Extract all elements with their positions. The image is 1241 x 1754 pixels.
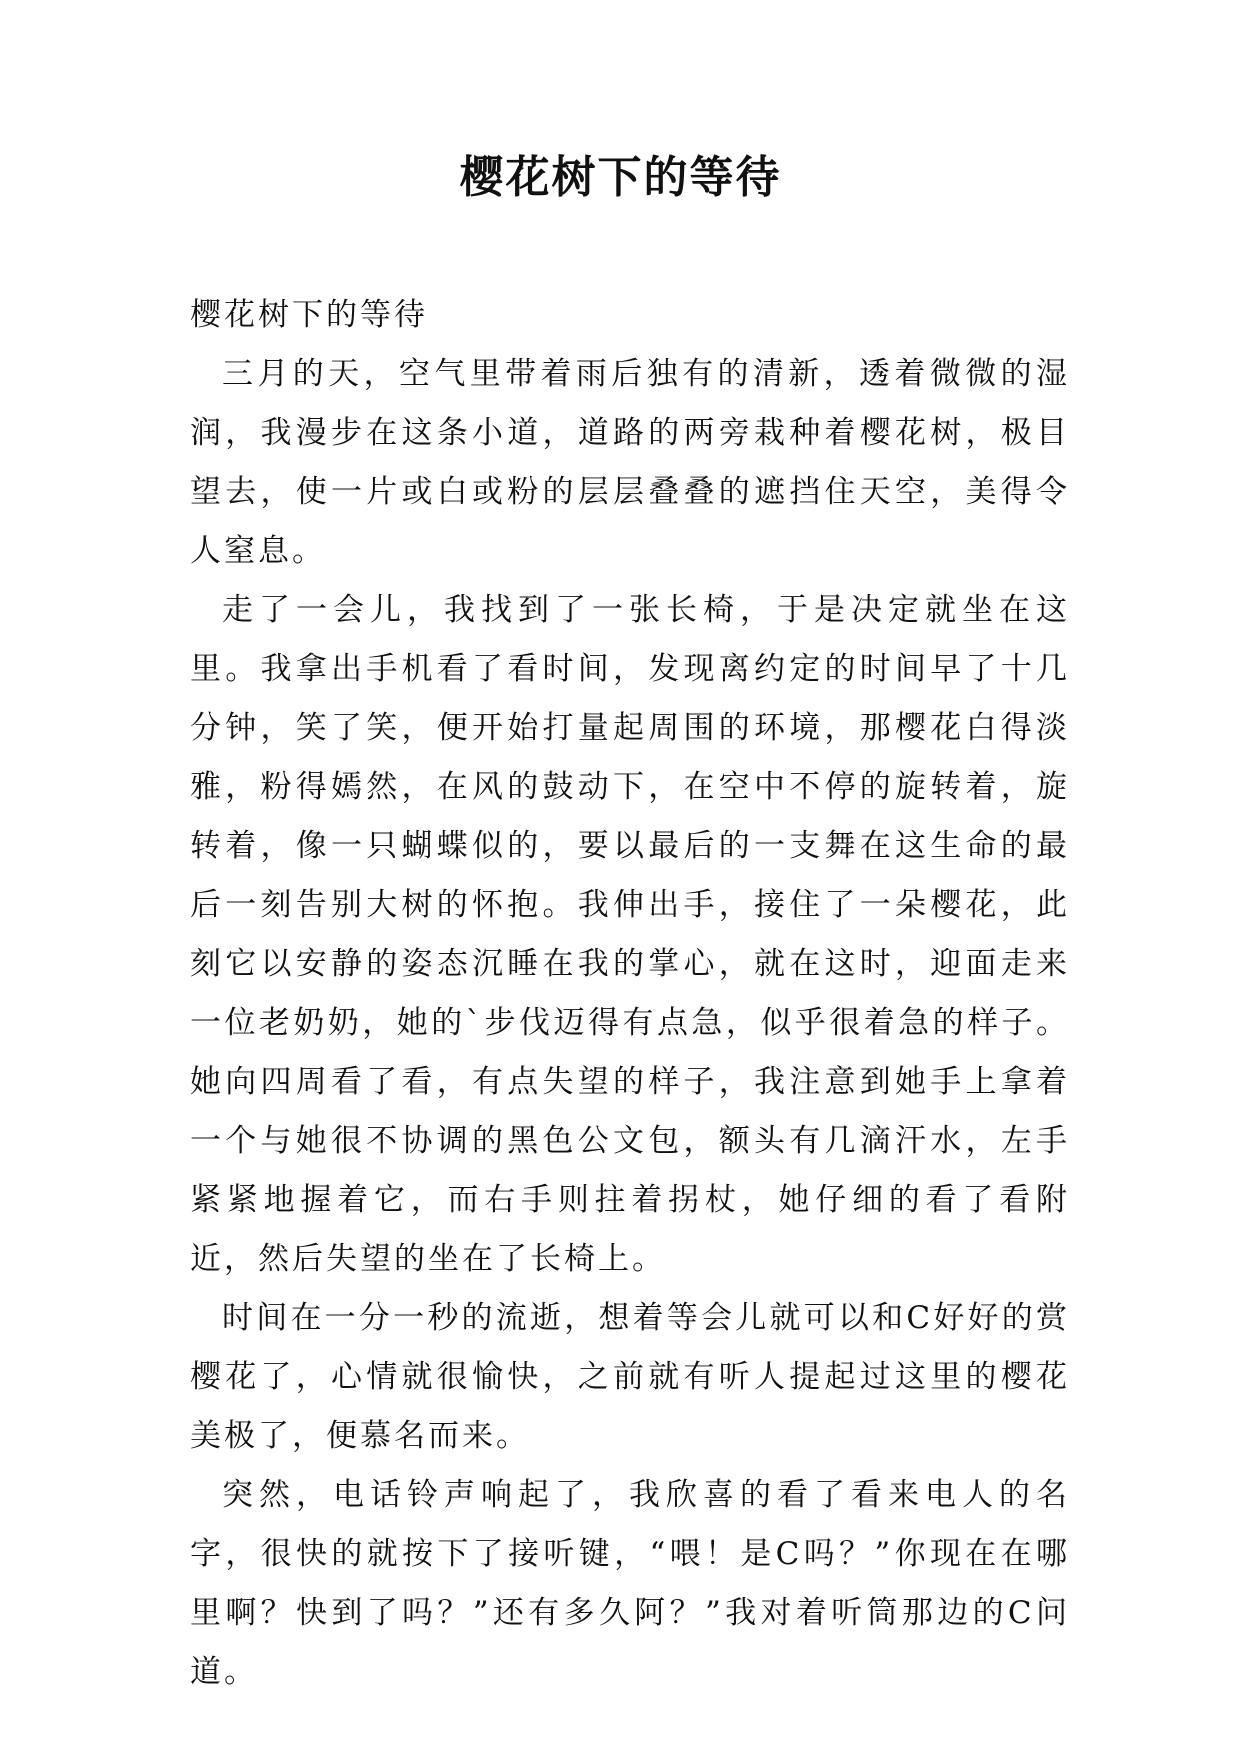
paragraph-4: 突然，电话铃声响起了，我欣喜的看了看来电人的名字，很快的就按下了接听键，“喂！是C吗？”你现在在哪里啊？快到了吗？”还有多久阿？”我对着听筒那边的C问道。 bbox=[190, 1477, 1070, 1690]
paragraph-1: 三月的天，空气里带着雨后独有的清新，透着微微的湿润，我漫步在这条小道，道路的两旁栽种着樱花树，极目望去，使一片或白或粉的层层叠叠的遮挡住天空，美得令人窒息。 bbox=[190, 356, 1070, 569]
paragraph-3: 时间在一分一秒的流逝，想着等会儿就可以和C好好的赏樱花了，心情就很愉快，之前就有听人提起过这里的樱花美极了，便慕名而来。 bbox=[190, 1300, 1070, 1454]
paragraph-2: 走了一会儿，我找到了一张长椅，于是决定就坐在这里。我拿出手机看了看时间，发现离约定的时间早了十几分钟，笑了笑，便开始打量起周围的环境，那樱花白得淡雅，粉得嫣然，在风的鼓动下，在空中不停的旋转着，旋转着，像一只蝴蝶似的，要以最后的一支舞在这生命的最后一刻告别大树的怀抱。我伸出手，接住了一朵樱花，此刻它以安静的姿态沉睡在我的掌心，就在这时，迎面走来一位老奶奶，她的`步伐迈得有点急，似乎很着急的样子。她向四周看了看，有点失望的样子，我注意到她手上拿着一个与她很不协调的黑色公文包，额头有几滴汗水，左手紧紧地握着它，而右手则拄着拐杖，她仔细的看了看附近，然后失望的坐在了长椅上。 bbox=[190, 592, 1070, 1277]
document-title: 樱花树下的等待 bbox=[459, 152, 782, 203]
document-body bbox=[190, 286, 1070, 1702]
section-heading: 樱花树下的等待 bbox=[190, 297, 428, 333]
